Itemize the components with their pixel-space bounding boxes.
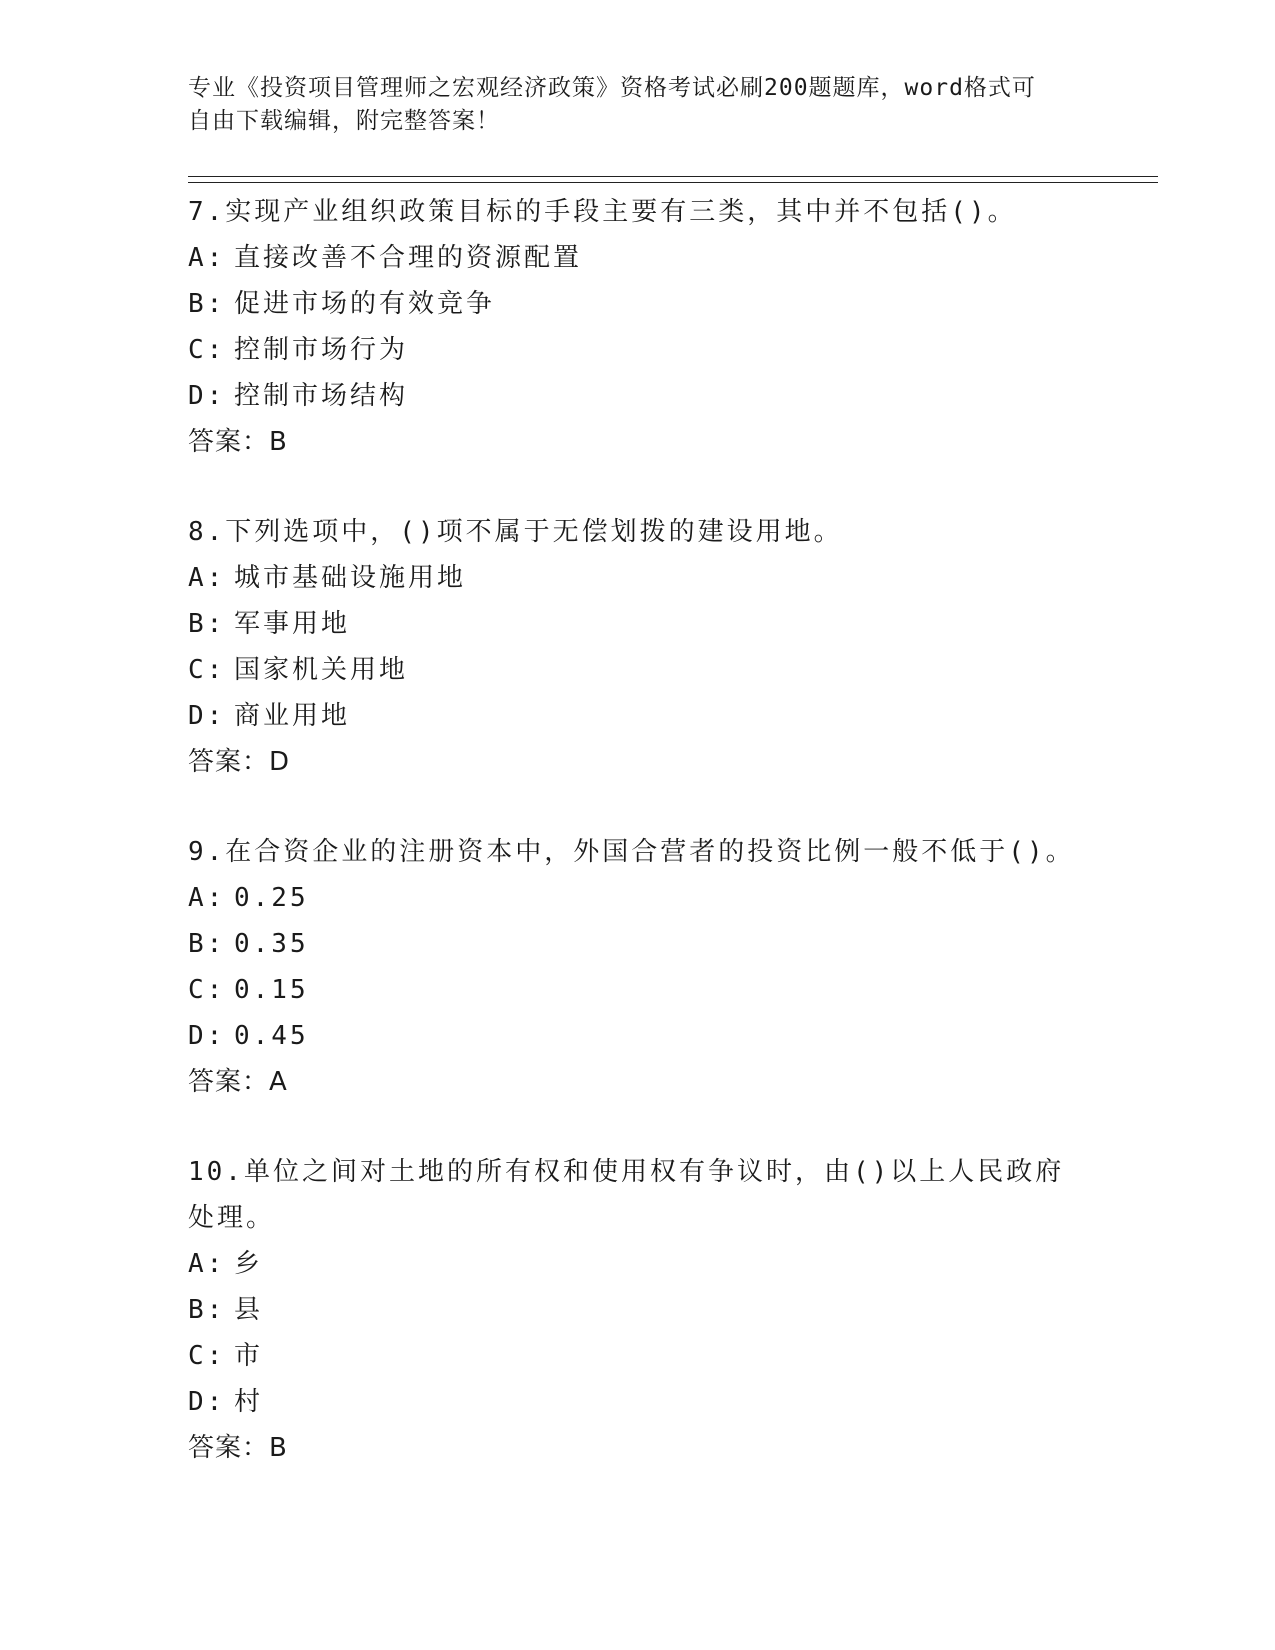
option-text: 0.35 [234, 929, 309, 959]
option-text: 0.25 [234, 883, 309, 913]
option-text: 国家机关用地 [234, 655, 409, 685]
option-key: D: [188, 701, 226, 731]
option-c [188, 1333, 1088, 1379]
option-d [188, 373, 1088, 419]
option-key: C: [188, 655, 226, 685]
option-d [188, 1013, 1088, 1059]
option-key: B: [188, 1295, 226, 1325]
question-stem: 9.在合资企业的注册资本中，外国合营者的投资比例一般不低于()。 [188, 837, 1075, 867]
option-b [188, 921, 1088, 967]
option-text: 乡 [234, 1249, 264, 1279]
header-line-2: 自由下载编辑，附完整答案！ [188, 108, 500, 134]
option-text: 控制市场结构 [234, 381, 409, 411]
answer-line: 答案：B [188, 427, 288, 457]
question-stem: 7.实现产业组织政策目标的手段主要有三类，其中并不包括()。 [188, 197, 1017, 227]
option-key: B: [188, 289, 226, 319]
option-a [188, 875, 1088, 921]
question-9 [188, 829, 1088, 1105]
option-key: C: [188, 975, 226, 1005]
option-text: 商业用地 [234, 701, 351, 731]
option-key: B: [188, 609, 226, 639]
option-text: 直接改善不合理的资源配置 [234, 243, 583, 273]
question-7 [188, 189, 1088, 465]
option-c [188, 647, 1088, 693]
question-stem: 8.下列选项中，()项不属于无偿划拨的建设用地。 [188, 517, 843, 547]
option-key: C: [188, 1341, 226, 1371]
option-text: 县 [234, 1295, 264, 1325]
option-d [188, 693, 1088, 739]
option-key: C: [188, 335, 226, 365]
option-b [188, 601, 1088, 647]
answer-line: 答案：A [188, 1067, 288, 1097]
option-text: 0.15 [234, 975, 309, 1005]
answer-line: 答案：D [188, 747, 291, 777]
option-text: 促进市场的有效竞争 [234, 289, 496, 319]
option-key: D: [188, 381, 226, 411]
question-8 [188, 509, 1088, 785]
option-text: 控制市场行为 [234, 335, 409, 365]
header-divider-top [188, 176, 1158, 177]
option-key: B: [188, 929, 226, 959]
option-key: A: [188, 1249, 226, 1279]
option-a [188, 555, 1088, 601]
option-a [188, 235, 1088, 281]
option-a [188, 1241, 1088, 1287]
question-stem: 10.单位之间对土地的所有权和使用权有争议时，由()以上人民政府处理。 [188, 1157, 1065, 1233]
option-text: 0.45 [234, 1021, 309, 1051]
option-key: A: [188, 883, 226, 913]
option-text: 军事用地 [234, 609, 351, 639]
question-10 [188, 1149, 1088, 1471]
option-b [188, 281, 1088, 327]
option-text: 村 [234, 1387, 264, 1417]
option-text: 市 [234, 1341, 264, 1371]
document-header [188, 72, 1088, 138]
answer-line: 答案：B [188, 1433, 288, 1463]
header-line-1: 专业《投资项目管理师之宏观经济政策》资格考试必刷200题题库，word格式可 [188, 75, 1036, 101]
option-text: 城市基础设施用地 [234, 563, 467, 593]
option-key: A: [188, 243, 226, 273]
option-key: D: [188, 1387, 226, 1417]
option-key: A: [188, 563, 226, 593]
option-b [188, 1287, 1088, 1333]
option-c [188, 327, 1088, 373]
option-d [188, 1379, 1088, 1425]
option-key: D: [188, 1021, 226, 1051]
header-divider-bottom [188, 182, 1158, 183]
option-c [188, 967, 1088, 1013]
